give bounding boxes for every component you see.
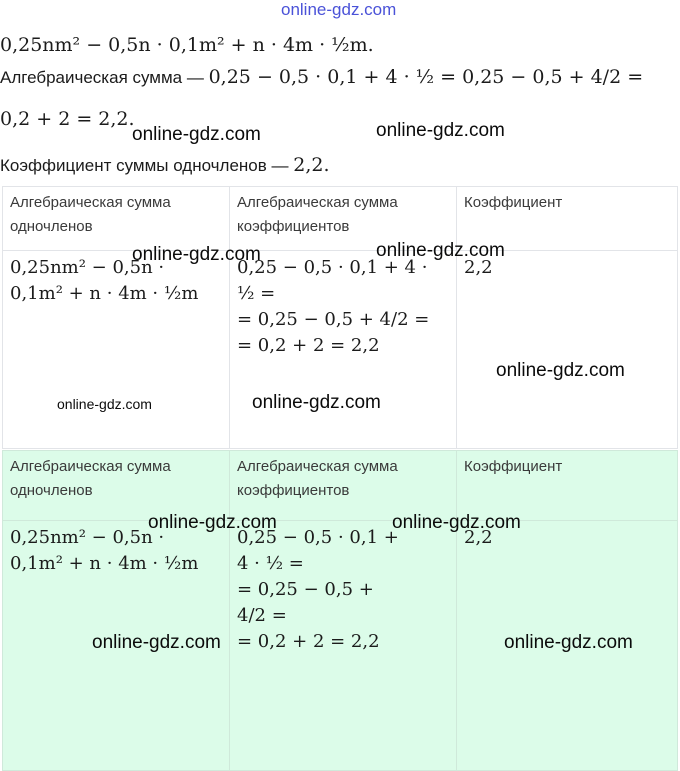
algebraic-sum-expression: 0,25 − 0,5 · 0,1 + 4 · ½ = 0,25 − 0,5 + 4/2 = [208, 66, 644, 88]
watermark: online-gdz.com [132, 124, 261, 145]
cell-coefficient: 2,2 [457, 251, 678, 449]
coef-sum2-line-4: 4/2 = [237, 605, 287, 626]
cell-coefficient-sum-2 [230, 521, 457, 771]
result-text: 0,2 + 2 = 2,2. [0, 108, 135, 130]
header-coefficient-2: Коэффициент [457, 451, 678, 521]
algebraic-sum-line [0, 66, 643, 89]
cell-monomial-sum: 0,25nm² − 0,5n · 0,1m² + n · 4m · ½m [3, 251, 230, 449]
expression-text: 0,25nm² − 0,5n · 0,1m² + n · 4m · ½m. [0, 34, 374, 56]
watermark: online-gdz.com [376, 120, 505, 141]
watermark: online-gdz.com [504, 632, 633, 653]
coef-sum2-line-2: 4 · ½ = [237, 553, 304, 574]
coefficient-line [0, 154, 330, 177]
expression-line [0, 34, 374, 56]
watermark: online-gdz.com [57, 396, 152, 412]
watermark: online-gdz.com [496, 360, 625, 381]
cell-coefficient-sum [230, 251, 457, 449]
header-watermark[interactable]: online-gdz.com [281, 0, 397, 19]
results-table-highlighted [2, 450, 678, 771]
coef-sum-line-2: ½ = [237, 283, 276, 304]
header-coefficient-sum: Алгебраическая сумма коэффициентов [230, 187, 457, 251]
coef-sum2-line-5: = 0,2 + 2 = 2,2 [237, 631, 380, 652]
coefficient-value: 2,2. [293, 154, 330, 176]
watermark: online-gdz.com [92, 632, 221, 653]
cell-monomial-sum-2: 0,25nm² − 0,5n · 0,1m² + n · 4m · ½m [3, 521, 230, 771]
watermark: online-gdz.com [148, 512, 277, 533]
watermark: online-gdz.com [252, 392, 381, 413]
coefficient-label: Коэффициент суммы одночленов — [0, 156, 294, 175]
header-monomial-sum-2: Алгебраическая сумма одночленов [3, 451, 230, 521]
coef-sum-line-1: 0,25 − 0,5 · 0,1 + 4 · [237, 257, 428, 278]
coef-sum2-line-3: = 0,25 − 0,5 + [237, 579, 374, 600]
coef-sum2-line-1: 0,25 − 0,5 · 0,1 + [237, 527, 399, 548]
header-monomial-sum: Алгебраическая сумма одночленов [3, 187, 230, 251]
coef-sum-line-4: = 0,2 + 2 = 2,2 [237, 335, 380, 356]
coef-sum-line-3: = 0,25 − 0,5 + 4/2 = [237, 309, 430, 330]
algebraic-sum-label: Алгебраическая сумма — [0, 68, 209, 87]
header-coefficient: Коэффициент [457, 187, 678, 251]
result-line [0, 108, 135, 130]
header-coefficient-sum-2: Алгебраическая сумма коэффициентов [230, 451, 457, 521]
watermark: online-gdz.com [376, 240, 505, 261]
cell-coefficient-2: 2,2 [457, 521, 678, 771]
watermark: online-gdz.com [392, 512, 521, 533]
watermark: online-gdz.com [132, 244, 261, 265]
